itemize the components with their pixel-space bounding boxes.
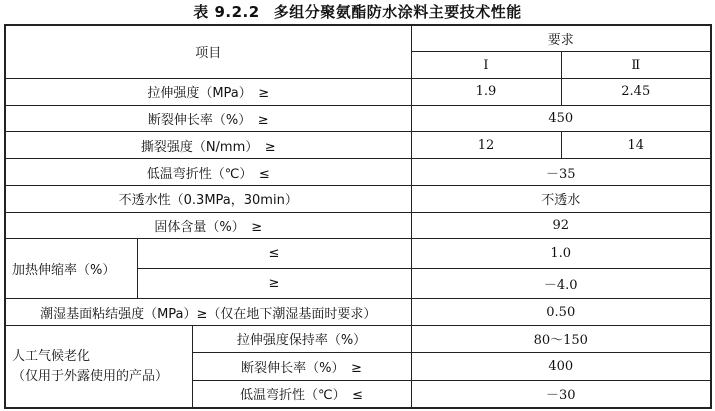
- row-item: 拉伸强度（MPa） ≥: [5, 78, 411, 105]
- aging-value-2: 400: [411, 352, 711, 380]
- table-row: [5, 299, 711, 326]
- table-row: [5, 212, 711, 239]
- aging-item-2: 断裂伸长率（%） ≥: [192, 352, 411, 380]
- row-value: 不透水: [411, 185, 711, 212]
- table-row: [5, 185, 711, 212]
- heating-value-1: 1.0: [411, 239, 711, 269]
- adhesion-item: 潮湿基面粘结强度（MPa）≥（仅在地下潮湿基面时要求）: [5, 299, 411, 326]
- row-item: 固体含量（%） ≥: [5, 212, 411, 239]
- row-type1-value: 1.9: [411, 78, 561, 105]
- header-type-2: Ⅱ: [561, 52, 711, 79]
- aging-value-3: －30: [411, 380, 711, 408]
- row-item: 撕裂强度（N/mm） ≥: [5, 132, 411, 159]
- spec-table: [4, 24, 712, 409]
- heating-label: 加热伸缩率（%）: [5, 239, 137, 299]
- aging-item-1: 拉伸强度保持率（%）: [192, 326, 411, 353]
- table-number: 表 9.2.2: [193, 3, 260, 21]
- heating-sign-2: ≥: [137, 269, 411, 299]
- table-row: [5, 78, 711, 105]
- row-item: 低温弯折性（℃） ≤: [5, 159, 411, 186]
- header-item: 项目: [5, 25, 411, 78]
- row-type2-value: 2.45: [561, 78, 711, 105]
- row-type2-value: 14: [561, 132, 711, 159]
- header-row: [5, 25, 711, 52]
- row-value: 450: [411, 105, 711, 132]
- aging-label-line2: （仅用于外露使用的产品）: [12, 368, 169, 384]
- table-row: [5, 132, 711, 159]
- header-requirement: 要求: [411, 25, 711, 52]
- heating-sign-1: ≤: [137, 239, 411, 269]
- aging-label-line1: 人工气候老化: [12, 348, 91, 364]
- table-title: [0, 0, 715, 24]
- header-type-1: Ⅰ: [411, 52, 561, 79]
- table-title-text: 多组分聚氨酯防水涂料主要技术性能: [273, 3, 522, 21]
- aging-label: [5, 326, 192, 408]
- table-row: [5, 326, 711, 353]
- row-item: 断裂伸长率（%） ≥: [5, 105, 411, 132]
- row-type1-value: 12: [411, 132, 561, 159]
- table-row: [5, 105, 711, 132]
- adhesion-value: 0.50: [411, 299, 711, 326]
- aging-item-3: 低温弯折性（℃） ≤: [192, 380, 411, 408]
- table-row: [5, 159, 711, 186]
- row-value: 92: [411, 212, 711, 239]
- row-item: 不透水性（0.3MPa，30min）: [5, 185, 411, 212]
- aging-value-1: 80～150: [411, 326, 711, 353]
- table-row: [5, 239, 711, 269]
- row-value: －35: [411, 159, 711, 186]
- heating-value-2: －4.0: [411, 269, 711, 299]
